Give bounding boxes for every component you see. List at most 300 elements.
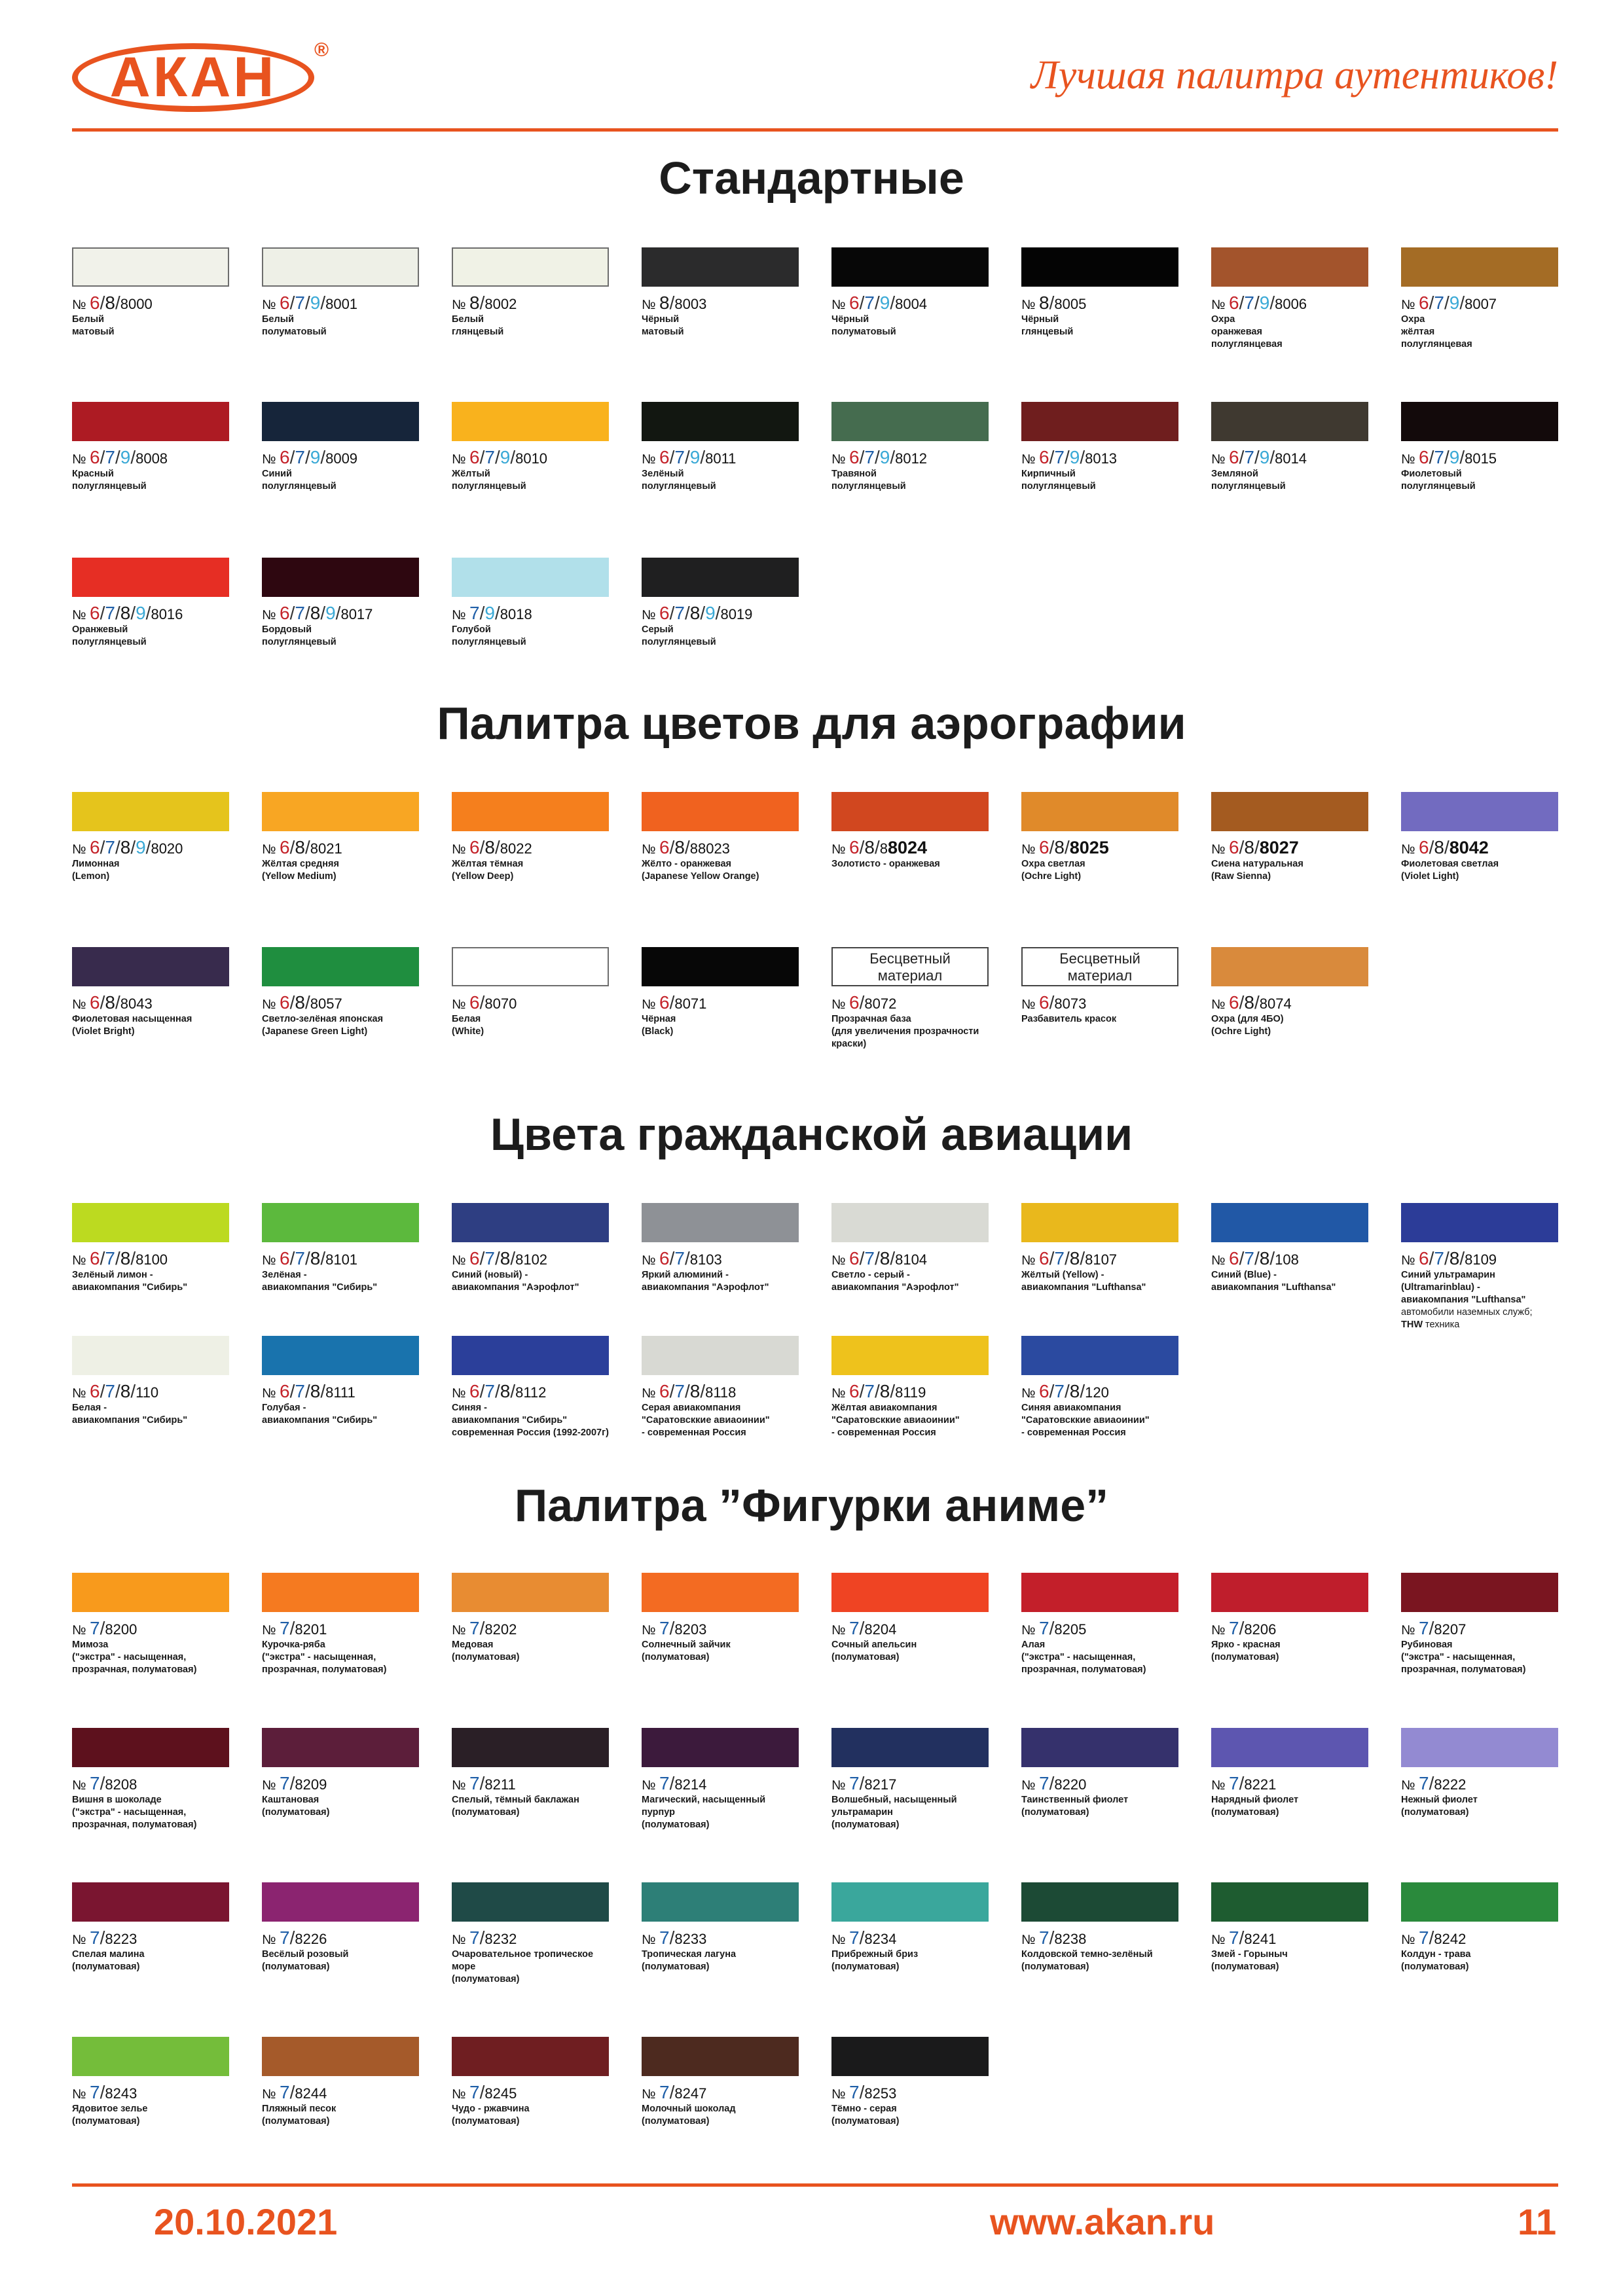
series-digit: 7: [280, 1773, 290, 1793]
series-digit: 7: [849, 2082, 860, 2102]
series-digit: 7: [864, 293, 875, 313]
slash: /: [510, 1381, 516, 1401]
number-sign: №: [1211, 452, 1230, 467]
color-description: Светло-зелёная японская (Japanese Green Light): [262, 1014, 384, 1037]
series-digit: 6: [90, 837, 100, 857]
series-digit: 7: [849, 1618, 860, 1638]
color-tile: [262, 402, 419, 493]
series-digit: 9: [484, 603, 495, 623]
slash: /: [510, 447, 516, 467]
slash: /: [289, 1928, 295, 1948]
color-number: 8012: [895, 450, 928, 467]
color-number: 8118: [705, 1384, 737, 1401]
slash: /: [1429, 1773, 1434, 1793]
number-sign: №: [642, 1623, 660, 1638]
series-digit: 9: [1449, 293, 1460, 313]
color-tile: [1401, 792, 1558, 883]
color-tile: [1211, 247, 1368, 351]
color-description: Пляжный песок (полуматовая): [262, 2104, 337, 2126]
slash: /: [1239, 293, 1245, 313]
slash: /: [700, 447, 706, 467]
color-tile: [72, 247, 229, 338]
slash: /: [479, 1928, 485, 1948]
number-sign: №: [642, 842, 660, 857]
color-tile: [262, 247, 419, 338]
color-description: Алая ("экстра" - насыщенная, прозрачная, полуматовая): [1021, 1640, 1146, 1675]
color-number: 8027: [1259, 838, 1299, 857]
color-swatch: [72, 247, 229, 287]
series-digit: 6: [469, 992, 480, 1013]
number-sign: №: [262, 1623, 280, 1638]
color-tile: [831, 2037, 989, 2128]
series-digit: 6: [1229, 992, 1239, 1013]
slash: /: [479, 992, 485, 1013]
color-code: [1021, 1775, 1178, 1794]
registered-mark: ®: [314, 39, 329, 61]
series-digit: 7: [1434, 447, 1444, 467]
color-description: Зелёная - авиакомпания "Сибирь": [262, 1270, 378, 1293]
series-digit: 6: [849, 1381, 860, 1401]
slash: /: [890, 447, 896, 467]
series-digit: 6: [280, 447, 290, 467]
series-digit: 6: [90, 1381, 100, 1401]
color-code: [1021, 1929, 1178, 1948]
color-number: 8201: [295, 1621, 327, 1638]
color-number: 8010: [515, 450, 548, 467]
number-sign: №: [831, 2087, 850, 2102]
series-digit: 8: [105, 992, 115, 1013]
color-number: 8017: [340, 606, 373, 622]
color-swatch: [642, 792, 799, 831]
footer-website[interactable]: www.akan.ru: [990, 2201, 1215, 2242]
color-swatch: [1211, 1728, 1368, 1767]
slash: /: [304, 293, 310, 313]
color-tile: [262, 1203, 419, 1294]
slash: /: [100, 1773, 105, 1793]
series-digit: 8: [484, 837, 495, 857]
series-digit: 7: [1054, 1381, 1065, 1401]
color-code: [452, 605, 609, 624]
color-description: Синий ультрамарин (Ultramarinblau) - авиакомпания "Lufthansa": [1401, 1270, 1526, 1305]
color-number: 8211: [484, 1776, 516, 1793]
slash: /: [1429, 1618, 1434, 1638]
color-code: [452, 839, 609, 858]
slash: /: [859, 1618, 865, 1638]
slash: /: [684, 603, 690, 623]
color-swatch: [1401, 1203, 1558, 1242]
slash: /: [874, 293, 880, 313]
color-code: [72, 2084, 229, 2103]
series-digit: 6: [1419, 837, 1429, 857]
color-description: Сочный апельсин (полуматовая): [831, 1640, 917, 1662]
slash: /: [1049, 447, 1055, 467]
series-digit: 7: [295, 447, 305, 467]
slash: /: [130, 1248, 136, 1268]
color-code: [1211, 1929, 1368, 1948]
color-description: Охра (для 4БО) (Ochre Light): [1211, 1014, 1284, 1037]
color-code: [262, 839, 419, 858]
color-code: [1021, 1620, 1178, 1639]
slash: /: [510, 1248, 516, 1268]
number-sign: №: [452, 997, 470, 1012]
slash: /: [289, 1618, 295, 1638]
color-tile: [1211, 1882, 1368, 1973]
slash: /: [669, 603, 675, 623]
footer-rule: [72, 2183, 1558, 2187]
color-tile: [831, 1573, 989, 1664]
slash: /: [700, 1381, 706, 1401]
color-tile: [831, 247, 989, 338]
slash: /: [304, 837, 310, 857]
slash: /: [669, 2082, 675, 2102]
color-tile: [72, 1573, 229, 1676]
color-number: 8071: [674, 996, 707, 1012]
color-description: Жёлтый (Yellow) - авиакомпания "Lufthansa": [1021, 1270, 1146, 1293]
slash: /: [874, 1381, 880, 1401]
color-number: 8013: [1085, 450, 1118, 467]
slash: /: [304, 603, 310, 623]
color-number: 8238: [1054, 1931, 1087, 1947]
color-tile: [72, 792, 229, 883]
number-sign: №: [1211, 1933, 1230, 1947]
series-digit: 7: [295, 603, 305, 623]
color-code: [642, 1929, 799, 1948]
slash: /: [1064, 1248, 1070, 1268]
color-code: [642, 295, 799, 314]
series-digit: 7: [469, 1773, 480, 1793]
slash: /: [494, 1381, 500, 1401]
color-number: 8005: [1054, 296, 1087, 312]
number-sign: №: [1021, 1778, 1040, 1793]
slash: /: [1269, 1248, 1275, 1268]
number-sign: №: [452, 1778, 470, 1793]
color-number: 8057: [310, 996, 342, 1012]
series-digit: 8: [295, 837, 305, 857]
series-digit: 9: [120, 447, 131, 467]
color-description: Чёрный матовый: [642, 314, 684, 337]
slash: /: [145, 837, 151, 857]
color-tile: [831, 792, 989, 870]
series-digit: 8: [689, 1381, 701, 1401]
color-tile: [1211, 1203, 1368, 1294]
color-note-bold: THW: [1401, 1319, 1423, 1330]
color-description: Голубая - авиакомпания "Сибирь": [262, 1403, 378, 1426]
number-sign: №: [831, 1933, 850, 1947]
color-swatch: [1211, 402, 1368, 441]
slash: /: [115, 1381, 120, 1401]
series-digit: 8: [1244, 837, 1254, 857]
color-swatch: [831, 247, 989, 287]
series-digit: 9: [705, 603, 716, 623]
color-code: [831, 1383, 989, 1402]
color-tile: [1021, 1336, 1178, 1439]
color-number: 8232: [484, 1931, 517, 1947]
color-tile: [1401, 1882, 1558, 1973]
color-tile: [262, 1336, 419, 1427]
color-swatch: [1021, 1336, 1178, 1375]
color-description: Красный полуглянцевый: [72, 469, 147, 492]
series-digit: 6: [1419, 447, 1429, 467]
slash: /: [1459, 1248, 1465, 1268]
color-number: 8009: [325, 450, 358, 467]
series-digit: 8: [500, 1381, 511, 1401]
color-tile: [642, 947, 799, 1038]
color-swatch: [831, 2037, 989, 2076]
series-digit: 7: [659, 2082, 670, 2102]
slash: /: [684, 1381, 690, 1401]
series-digit: 8: [1259, 1248, 1270, 1268]
color-number: 8242: [1434, 1931, 1467, 1947]
number-sign: №: [452, 842, 470, 857]
series-digit: 6: [1419, 1248, 1429, 1268]
color-code: [72, 1250, 229, 1269]
series-digit: 9: [689, 447, 701, 467]
slash: /: [669, 293, 675, 313]
slash: /: [859, 992, 865, 1013]
series-digit: 8: [120, 837, 131, 857]
series-digit: 6: [90, 992, 100, 1013]
slash: /: [1049, 837, 1055, 857]
slash: /: [1049, 1618, 1055, 1638]
slash: /: [715, 603, 721, 623]
color-code: [831, 839, 989, 858]
color-number: 8244: [295, 2085, 327, 2102]
series-digit: 7: [295, 293, 305, 313]
color-code: [642, 994, 799, 1013]
series-digit: 6: [280, 603, 290, 623]
slash: /: [1444, 447, 1450, 467]
slash: /: [479, 2082, 485, 2102]
color-code: [262, 994, 419, 1013]
slash: /: [1080, 447, 1085, 467]
color-code: [262, 295, 419, 314]
color-tile: [642, 792, 799, 883]
color-tile: [831, 1728, 989, 1831]
color-code: [1211, 1775, 1368, 1794]
color-number: 8119: [895, 1384, 926, 1401]
series-digit: 7: [484, 1381, 495, 1401]
color-description: Чудо - ржавчина (полуматовая): [452, 2104, 530, 2126]
series-digit: 7: [90, 1928, 100, 1948]
slash: /: [479, 1381, 485, 1401]
color-swatch: [262, 1336, 419, 1375]
series-digit: 8: [120, 1248, 131, 1268]
series-digit: 6: [659, 603, 670, 623]
color-tile: [1401, 1203, 1558, 1331]
color-code: [1021, 1383, 1178, 1402]
color-tile: [642, 2037, 799, 2128]
number-sign: №: [642, 1778, 660, 1793]
color-number: 8002: [484, 296, 517, 312]
slash: /: [859, 293, 865, 313]
color-description: Жёлто - оранжевая (Japanese Yellow Orange): [642, 859, 759, 882]
number-sign: №: [452, 2087, 470, 2102]
slash: /: [890, 1381, 896, 1401]
color-code: [1211, 295, 1368, 314]
color-description: Прозрачная база (для увеличения прозрачности краски): [831, 1014, 979, 1049]
slash: /: [289, 2082, 295, 2102]
slash: /: [859, 837, 865, 857]
color-tile: [72, 1203, 229, 1294]
color-code: [1401, 1250, 1558, 1269]
color-number: 8226: [295, 1931, 327, 1947]
color-code: [262, 449, 419, 468]
color-description: Белый глянцевый: [452, 314, 504, 337]
color-tile: [1021, 247, 1178, 338]
color-code: [452, 449, 609, 468]
color-swatch: [452, 1728, 609, 1767]
slash: /: [1049, 293, 1055, 313]
color-description: Охра жёлтая полуглянцевая: [1401, 314, 1472, 350]
series-digit: 8: [500, 1248, 511, 1268]
color-swatch: [1021, 1203, 1178, 1242]
color-swatch: [72, 2037, 229, 2076]
color-swatch: [1211, 247, 1368, 287]
slash: /: [304, 447, 310, 467]
color-code: [452, 1775, 609, 1794]
color-number: 120: [1085, 1384, 1109, 1401]
slash: /: [1429, 837, 1434, 857]
section-title: Палитра цветов для аэрографии: [437, 698, 1186, 749]
color-swatch: [642, 1336, 799, 1375]
color-number: 8111: [325, 1384, 356, 1401]
number-sign: №: [831, 842, 850, 857]
slash: /: [100, 837, 105, 857]
color-tile: [1401, 247, 1558, 351]
color-number: 8208: [105, 1776, 137, 1793]
series-digit: 8: [469, 293, 480, 313]
color-description: Жёлтая тёмная (Yellow Deep): [452, 859, 524, 882]
color-number: 8209: [295, 1776, 327, 1793]
color-swatch: [1401, 1882, 1558, 1922]
series-digit: 6: [90, 1248, 100, 1268]
series-digit: 9: [310, 293, 321, 313]
color-number: 8205: [1054, 1621, 1087, 1638]
color-code: [72, 839, 229, 858]
color-number: 8018: [500, 606, 532, 622]
color-code: [262, 1775, 419, 1794]
color-swatch: [262, 947, 419, 986]
number-sign: №: [1021, 1386, 1040, 1401]
slash: /: [100, 447, 105, 467]
number-sign: №: [1021, 1933, 1040, 1947]
color-swatch: [452, 1882, 609, 1922]
color-tile: [1021, 947, 1178, 1026]
series-digit: 7: [864, 1248, 875, 1268]
color-swatch: [1401, 1728, 1558, 1767]
series-digit: 7: [659, 1618, 670, 1638]
color-swatch: [642, 947, 799, 986]
color-number: 8233: [674, 1931, 707, 1947]
series-digit: 8: [310, 1248, 321, 1268]
color-tile: [1401, 402, 1558, 493]
color-code: [1401, 839, 1558, 858]
color-code: [452, 2084, 609, 2103]
color-description: Зелёный лимон - авиакомпания "Сибирь": [72, 1270, 188, 1293]
color-description: Голубой полуглянцевый: [452, 624, 526, 647]
series-digit: 8: [879, 1381, 890, 1401]
color-tile: [72, 1336, 229, 1427]
number-sign: №: [452, 1933, 470, 1947]
slash: /: [684, 447, 690, 467]
color-tile: [72, 947, 229, 1038]
color-tile: [1021, 792, 1178, 883]
number-sign: №: [452, 608, 470, 622]
color-tile: [1021, 1728, 1178, 1819]
color-tile: [452, 402, 609, 493]
color-tile: [1021, 402, 1178, 493]
color-swatch: [72, 792, 229, 831]
series-digit: 9: [325, 603, 336, 623]
color-swatch: [831, 1336, 989, 1375]
series-digit: 7: [295, 1381, 305, 1401]
slash: /: [115, 1248, 120, 1268]
number-sign: №: [1211, 997, 1230, 1012]
color-number: 8070: [484, 996, 517, 1012]
number-sign: №: [831, 1253, 850, 1268]
slash: /: [320, 1248, 326, 1268]
color-tile: [262, 558, 419, 649]
number-sign: №: [72, 1778, 90, 1793]
color-description: Кирпичный полуглянцевый: [1021, 469, 1096, 492]
color-number: 8217: [864, 1776, 897, 1793]
slash: /: [1429, 293, 1434, 313]
color-swatch: [72, 1573, 229, 1612]
slash: /: [494, 603, 500, 623]
number-sign: №: [831, 452, 850, 467]
header-rule: [72, 128, 1558, 132]
color-swatch: [642, 1882, 799, 1922]
color-swatch: [1211, 1203, 1368, 1242]
color-description: Мимоза ("экстра" - насыщенная, прозрачная, полуматовая): [72, 1640, 197, 1675]
number-sign: №: [642, 1253, 660, 1268]
slash: /: [1049, 1248, 1055, 1268]
slash: /: [684, 837, 690, 857]
number-sign: №: [452, 1386, 470, 1401]
number-sign: №: [1401, 1778, 1419, 1793]
color-tile: [452, 1203, 609, 1294]
color-number: 8006: [1275, 296, 1307, 312]
number-sign: №: [452, 1623, 470, 1638]
color-swatch: [1021, 402, 1178, 441]
slash: /: [289, 992, 295, 1013]
color-description: Лимонная (Lemon): [72, 859, 120, 882]
number-sign: №: [1021, 1253, 1040, 1268]
color-number-prefix: 8: [879, 840, 888, 857]
footer-date: 20.10.2021: [154, 2201, 338, 2242]
series-digit: 9: [136, 603, 146, 623]
slash: /: [115, 837, 120, 857]
number-sign: №: [642, 2087, 660, 2102]
slash: /: [289, 603, 295, 623]
series-digit: 8: [1449, 1248, 1460, 1268]
number-sign: №: [1211, 842, 1230, 857]
series-digit: 6: [1229, 837, 1239, 857]
slash: /: [1239, 1248, 1245, 1268]
slash: /: [1429, 447, 1434, 467]
series-digit: 7: [105, 1248, 115, 1268]
number-sign: №: [262, 2087, 280, 2102]
slash: /: [479, 293, 485, 313]
slash: /: [1254, 293, 1260, 313]
color-description: Синий полуглянцевый: [262, 469, 337, 492]
slash: /: [1049, 992, 1055, 1013]
number-sign: №: [1021, 452, 1040, 467]
color-swatch: [262, 1573, 419, 1612]
number-sign: №: [642, 452, 660, 467]
color-number: 8020: [151, 840, 183, 857]
color-description: Чёрный глянцевый: [1021, 314, 1074, 337]
